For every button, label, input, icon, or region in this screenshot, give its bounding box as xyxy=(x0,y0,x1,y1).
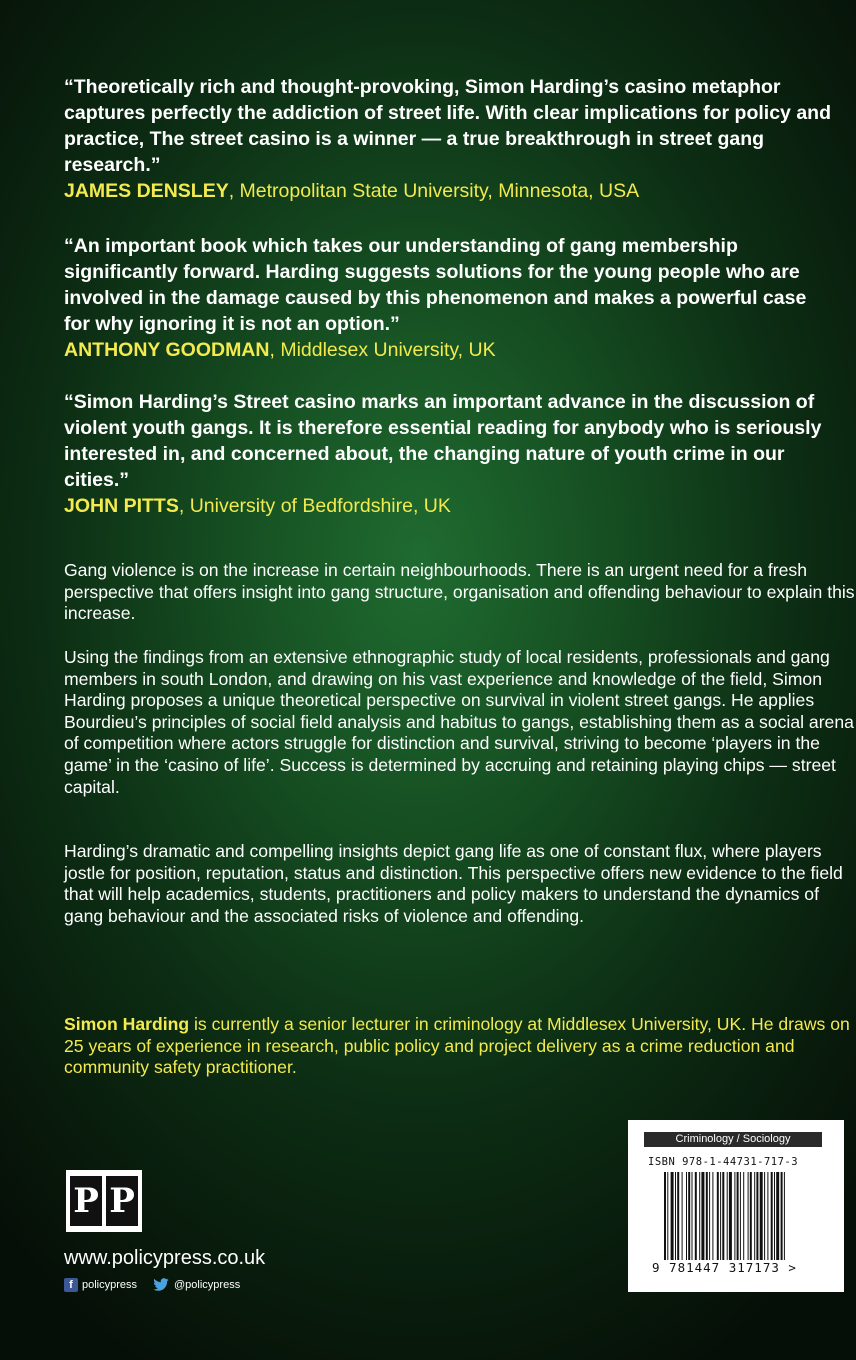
publisher-url[interactable]: www.policypress.co.uk xyxy=(64,1247,266,1269)
quote-pitts xyxy=(64,389,834,519)
barcode-bar xyxy=(717,1172,719,1272)
barcode-bar xyxy=(737,1172,739,1272)
barcode-bar xyxy=(664,1172,666,1272)
description-paragraph-2: Using the findings from an extensive ethnographic study of local residents, professionals and gang members in south London, and drawing on his vast experience and knowledge of the field, Simon Harding proposes a unique theoretical perspective on survival in violent street gangs. He applies Bourdieu’s principles of social field analysis and habitus to gangs, establishing them as a social arena of competition where actors struggle for distinction and survival, striving to become ‘players in the game’ in the ‘casino of life’. Success is determined by accruing and retaining playing chips — street capital. xyxy=(64,647,854,797)
barcode-bar xyxy=(760,1172,763,1272)
logo-letter: P xyxy=(70,1176,102,1226)
barcode-bar xyxy=(701,1172,704,1272)
quote-text: “Simon Harding’s Street casino marks an important advance in the discussion of violent youth gangs. It is therefore essential reading for anybody who is seriously interested in, and concerned about, the changing nature of youth crime in our cities.” xyxy=(64,391,822,491)
quote-text: “Theoretically rich and thought-provoking, Simon Harding’s casino metaphor captures perfectly the addiction of street life. With clear implications for policy and practice, The street casino is a winner — a true breakthrough in street gang research.” xyxy=(64,76,831,176)
quote-text: “An important book which takes our understanding of gang membership significantly forward. Harding suggests solutions for the young people who are involved in the damage caused by this phenomenon and makes a powerful case for why ignoring it is not an option.” xyxy=(64,235,807,335)
barcode-bar xyxy=(740,1172,741,1272)
barcode-bar xyxy=(695,1172,697,1272)
author-bio xyxy=(64,1014,856,1079)
description-paragraph-1: Gang violence is on the increase in certain neighbourhoods. There is an urgent need for a fresh perspective that offers insight into gang structure, organisation and offending behaviour to explain this increase. xyxy=(64,560,855,624)
twitter-icon xyxy=(152,1278,170,1292)
barcode-bar xyxy=(756,1172,758,1272)
barcode-bar xyxy=(720,1172,721,1272)
policy-press-logo xyxy=(66,1170,142,1232)
logo-letter: P xyxy=(106,1176,138,1226)
barcode-bar xyxy=(675,1172,676,1272)
barcode-bar xyxy=(764,1172,765,1272)
quote-affiliation: , Middlesex University, UK xyxy=(269,339,496,361)
subject-label: Criminology / Sociology xyxy=(644,1132,822,1147)
barcode-bar xyxy=(774,1172,775,1272)
barcode-bar xyxy=(699,1172,700,1272)
barcode-bar xyxy=(692,1172,693,1272)
barcode-bar xyxy=(671,1172,674,1272)
ean-number: 9 781447 317173 > xyxy=(652,1260,797,1275)
barcode-bar xyxy=(722,1172,724,1272)
barcode-bar xyxy=(667,1172,668,1272)
barcode-bar xyxy=(750,1172,752,1272)
barcode-bar xyxy=(706,1172,708,1272)
barcode-bar xyxy=(784,1172,785,1272)
quote-affiliation: , Metropolitan State University, Minnesota, USA xyxy=(228,180,640,202)
quote-author: JAMES DENSLEY xyxy=(64,180,229,202)
barcode-bar xyxy=(776,1172,779,1272)
barcode xyxy=(664,1172,822,1272)
quote-attribution xyxy=(64,493,834,519)
barcode-bar xyxy=(743,1172,744,1272)
barcode-bar xyxy=(688,1172,690,1272)
isbn-text: ISBN 978-1-44731-717-3 xyxy=(648,1156,799,1168)
barcode-bar xyxy=(771,1172,773,1272)
twitter-link[interactable] xyxy=(152,1278,240,1292)
author-bio-text: is currently a senior lecturer in criminology at Middlesex University, UK. He draws on 25 years of experience in research, public policy and project delivery as a crime reduction and community safety practitioner. xyxy=(64,1014,850,1078)
author-name: Simon Harding xyxy=(64,1014,190,1034)
barcode-bar xyxy=(682,1172,683,1272)
quote-affiliation: , University of Bedfordshire, UK xyxy=(178,495,451,517)
description-paragraph-3: Harding’s dramatic and compelling insights depict gang life as one of constant flux, where players jostle for position, reputation, status and distinction. This perspective offers new evidence to the field that will help academics, students, practitioners and policy makers to understand the dynamics of gang behaviour and the associated risks of violence and offending. xyxy=(64,841,843,926)
quote-attribution xyxy=(64,337,834,363)
barcode-bar xyxy=(727,1172,728,1272)
twitter-handle: @policypress xyxy=(174,1279,241,1291)
quote-author: ANTHONY GOODMAN xyxy=(64,339,270,361)
barcode-panel xyxy=(628,1120,844,1292)
facebook-icon: f xyxy=(64,1278,78,1292)
barcode-bar xyxy=(709,1172,710,1272)
barcode-bar xyxy=(748,1172,749,1272)
barcode-bar xyxy=(686,1172,687,1272)
barcode-bar xyxy=(754,1172,755,1272)
facebook-link[interactable] xyxy=(64,1278,137,1292)
quote-attribution xyxy=(64,178,834,204)
barcode-bar xyxy=(734,1172,735,1272)
quote-densley xyxy=(64,74,834,204)
barcode-bar xyxy=(767,1172,768,1272)
barcode-bar xyxy=(712,1172,713,1272)
facebook-handle: policypress xyxy=(82,1279,138,1291)
barcode-bar xyxy=(781,1172,783,1272)
quote-author: JOHN PITTS xyxy=(64,495,179,517)
barcode-bar xyxy=(677,1172,679,1272)
quote-goodman xyxy=(64,233,834,363)
barcode-bar xyxy=(729,1172,732,1272)
